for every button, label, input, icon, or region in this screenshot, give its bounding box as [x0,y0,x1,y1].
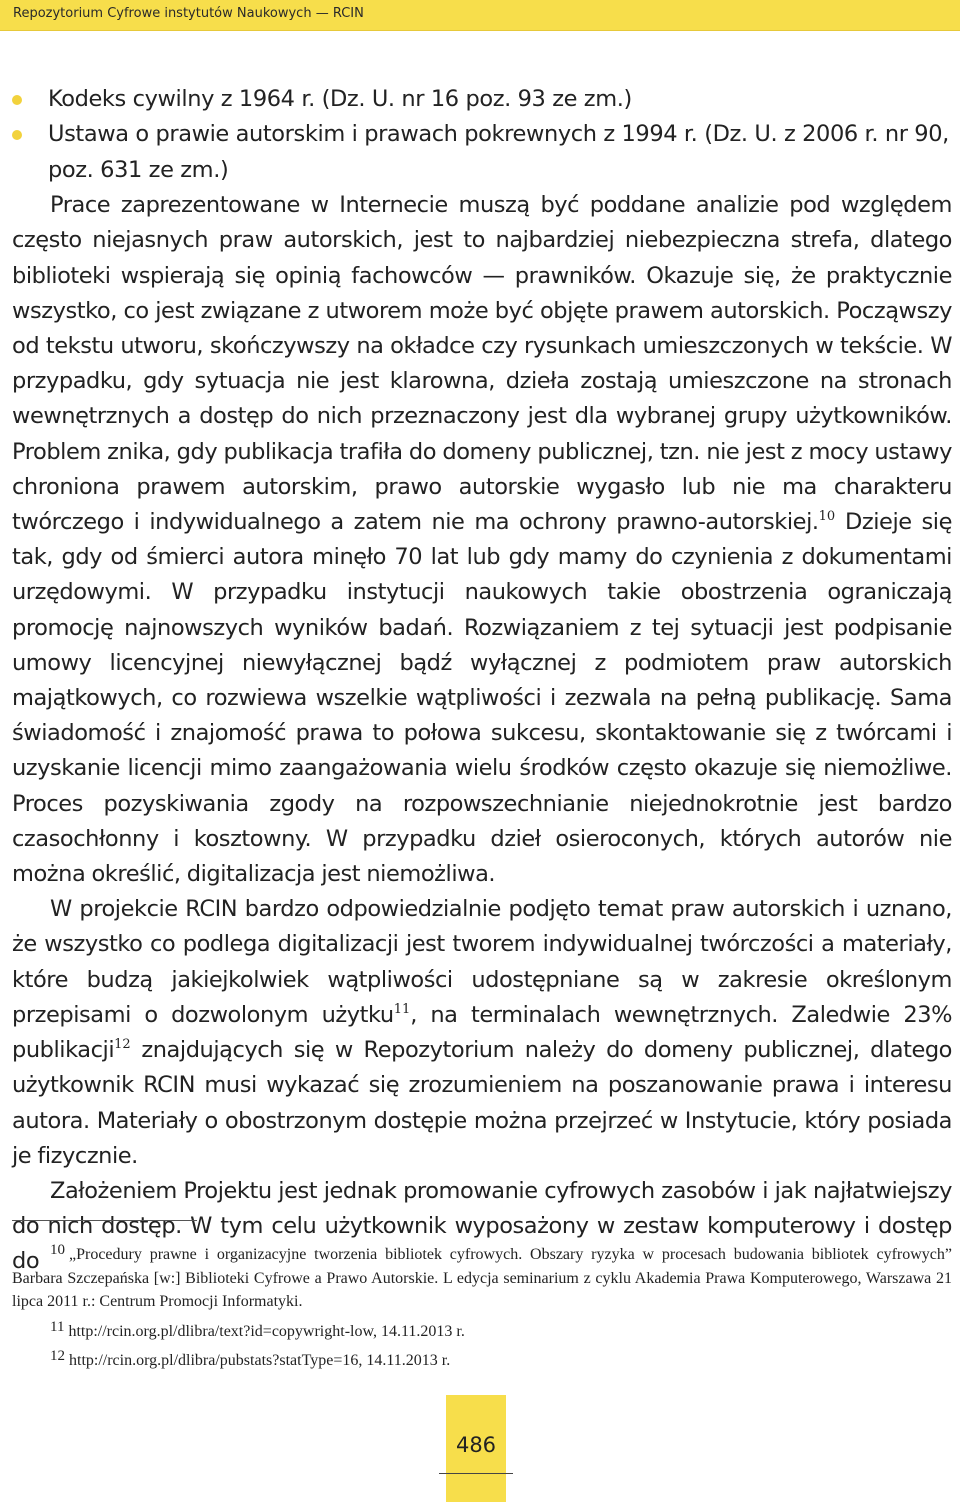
paragraph-text: znajdujących się w Repozytorium należy do domeny publicznej, dlatego użytkownik RCIN musi wykazać się zrozumieniem na poszanowanie prawa i interesu autora. Materiały o obostrzonym dostępie można przejrzeć w Instytucie, który posiada je fizycznie. [12,1037,952,1169]
footnote-ref-11[interactable]: 11 [393,1001,411,1017]
footnote-link[interactable]: http://rcin.org.pl/dlibra/pubstats?statType=16, 14.11.2013 r. [69,1352,451,1369]
footnote-number: 11 [50,1318,65,1335]
bullet-icon [12,95,22,105]
footnote-number: 12 [50,1348,65,1364]
header-bar [0,0,960,31]
list-item [12,117,952,188]
footnote-ref-10[interactable]: 10 [818,509,836,525]
paragraph-text: W projekcie RCIN bardzo odpowiedzialnie podjęto temat praw autorskich i uznano, że wszystko co podlega digitalizacji jest tworem indywidualnej twórczości a materiały, które budzą jakiejkolwiek wątpliwości udostępniane są w zakresie określonym przepisami o dozwolonym użytku [12,896,952,1028]
footnote-10 [12,1243,952,1314]
paragraph-text: Dzieje się tak, gdy od śmierci autora minęło 70 lat lub gdy mamy do czynienia z dokumentami urzędowymi. W przypadku instytucji naukowych takie obostrzenia ograniczają promocję najnowszych wyników badań. Rozwiązaniem z tej sytuacji jest podpisanie umowy licencyjnej niewyłącznej bądź wyłącznej z podmiotem praw autorskich majątkowych, co rozwiewa wszelkie wątpliwości i zezwala na pełną publikację. Sama świadomość i znajomość prawa to połowa sukcesu, skontaktowanie się z twórcami i uzyskanie licencji mimo zaangażowania wielu środków często okazuje się niemożliwe. Proces pozyskiwania zgody na rozpowszechnianie niejednokrotnie jest bardzo czasochłonny i kosztowny. W przypadku dzieł osieroconych, których autorów nie można określić, digitalizacja jest niemożliwa. [12,509,952,888]
header-title: Repozytorium Cyfrowe instytutów Naukowych — RCIN [13,6,364,21]
list-item-text: Ustawa o prawie autorskim i prawach pokrewnych z 1994 r. (Dz. U. z 2006 r. nr 90, poz. 631 ze zm.) [48,121,949,183]
paragraph-text: , na terminalach wewnętrznych. Zaledwie 23% publikacji [12,1001,953,1064]
footnote-divider [12,1220,197,1221]
footnote-11 [12,1320,952,1344]
paragraph-copyright-analysis [12,188,952,892]
page-number-rule [439,1473,513,1474]
paragraph-text: Założeniem Projektu jest jednak promowanie cyfrowych zasobów i jak najłatwiejszy do nich dostęp. W tym celu użytkownik wyposażony w zestaw komputerowy i dostęp do [12,1177,952,1275]
footnotes [12,1243,952,1373]
list-item-text: Kodeks cywilny z 1964 r. (Dz. U. nr 16 poz. 93 ze zm.) [48,86,632,112]
footnote-ref-12[interactable]: 12 [114,1037,131,1053]
paragraph-rcin-project [12,892,952,1174]
footnote-12 [12,1349,952,1373]
bullet-icon [12,130,22,140]
main-content [12,82,952,1280]
paragraph-text: Prace zaprezentowane w Internecie muszą być poddane analizie pod względem często niejasnych praw autorskich, jest to najbardziej niebezpieczna strefa, dlatego biblioteki wspierają się opinią fachowców — prawników. Okazuje się, że praktycznie wszystko, co jest związane z utworem może być objęte prawem autorskich. Począwszy od tekstu utworu, skończywszy na okładce czy rysunkach umieszczonych w tekście. W przypadku, gdy sytuacja nie jest klarowna, dzieła zostają umieszczone na stronach wewnętrznych a dostęp do nich przeznaczony jest dla wybranej grupy użytkowników. Problem znika, gdy publikacja trafiła do domeny publicznej, tzn. nie jest z mocy ustawy chroniona prawem autorskim, prawo autorskie wygasło lub nie ma charakteru twórczego i indywidualnego a zatem nie ma ochrony prawno-autorskiej. [12,192,952,536]
page-number-tab [446,1395,506,1502]
footnote-text: „Procedury prawne i organizacyjne tworzenia bibliotek cyfrowych. Obszary ryzyka w procesach budowania bibliotek cyfrowych” Barbara Szczepańska [w:] Biblioteki Cyfrowe a Prawo Autorskie. L edycja seminarium z cyklu Akademia Prawa Komputerowego, Warszawa 21 lipca 2011 r.: Centrum Promocji Informatyki. [12,1246,952,1310]
footnote-number: 10 [50,1242,65,1258]
page-number: 486 [455,1433,497,1457]
bullet-list [12,82,952,188]
footnote-link[interactable]: http://rcin.org.pl/dlibra/text?id=copywright-low, 14.11.2013 r. [68,1322,465,1340]
list-item [12,82,952,117]
